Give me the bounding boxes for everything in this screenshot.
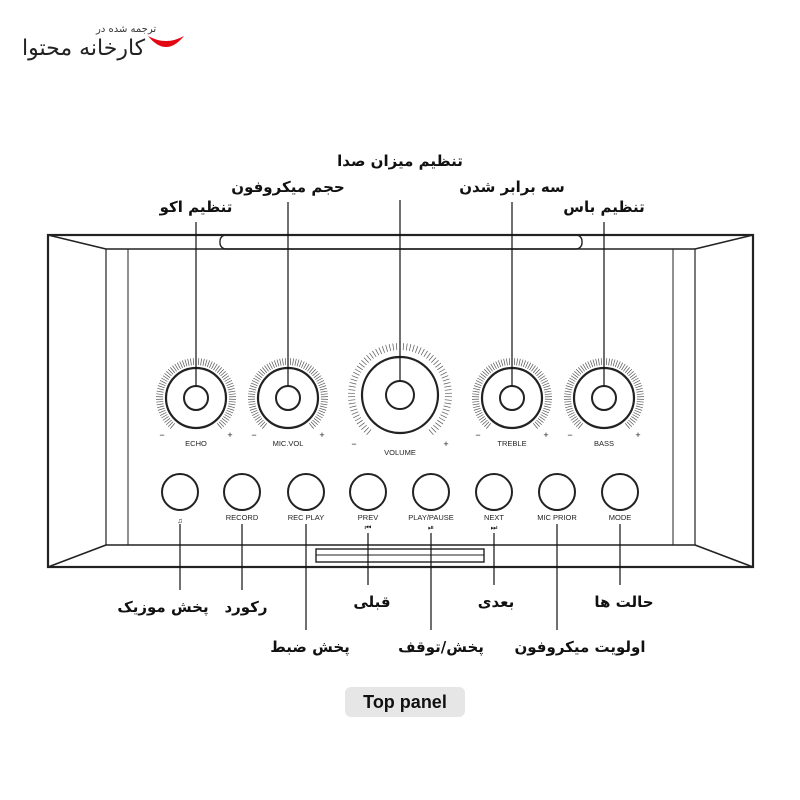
button-micprior[interactable] [537,474,577,522]
button-mode-label: MODE [608,513,632,522]
button-mode[interactable] [602,474,638,522]
button-record[interactable] [224,474,260,522]
knob-minus-sign: − [351,439,357,449]
knob-bass-label: BASS [593,439,615,448]
button-prev-label: PREV [357,513,379,522]
button-micprior-label: MIC PRIOR [537,513,577,522]
knob-treble-label: TREBLE [497,439,527,448]
button-playpause-icon: ⏯ [428,523,434,532]
button-music[interactable] [162,474,198,525]
caption-top-panel: Top panel [345,687,465,717]
callout-micprior: اولویت میکروفون [514,638,646,656]
callout-volume: تنظیم میزان صدا [337,152,463,170]
button-prev-icon: ⏮ [364,523,372,532]
button-playpause-label: PLAY/PAUSE [408,513,454,522]
callout-music: پخش موزیک [117,598,209,616]
button-next-icon: ⏭ [490,523,498,532]
knob-plus-sign: + [543,430,549,440]
callout-micvol: حجم میکروفون [231,178,345,196]
callout-recplay: پخش ضبط [270,638,350,656]
callout-next: بعدی [477,593,515,611]
knob-plus-sign: + [319,430,325,440]
button-next-label: NEXT [483,513,505,522]
button-playpause[interactable] [408,474,454,532]
button-recplay[interactable] [288,474,325,522]
callout-playpause: پخش/توقف [398,638,484,656]
knob-minus-sign: − [567,430,573,440]
knob-plus-sign: + [227,430,233,440]
button-recplay-label: REC PLAY [287,513,325,522]
button-next[interactable] [476,474,512,532]
knob-plus-sign: + [635,430,641,440]
knob-echo-label: ECHO [185,439,207,448]
knob-volume-label: VOLUME [384,448,416,457]
callout-prev: قبلی [353,593,391,611]
button-music-label: ♫ [177,516,183,525]
callout-treble: سه برابر شدن [459,178,565,196]
callout-echo: تنظیم اکو [159,198,233,216]
callout-bass: تنظیم باس [563,198,645,216]
knob-minus-sign: − [159,430,165,440]
callout-record: رکورد [224,598,268,616]
knob-minus-sign: − [251,430,257,440]
button-record-label: RECORD [225,513,259,522]
button-prev[interactable] [350,474,386,532]
logo-name: کارخانه محتوا [22,36,146,61]
knob-plus-sign: + [443,439,449,449]
logo-subtitle: ترجمه شده در [96,24,157,35]
knob-micvol-label: MIC.VOL [272,439,304,448]
callout-mode: حالت ها [594,593,654,611]
knob-minus-sign: − [475,430,481,440]
